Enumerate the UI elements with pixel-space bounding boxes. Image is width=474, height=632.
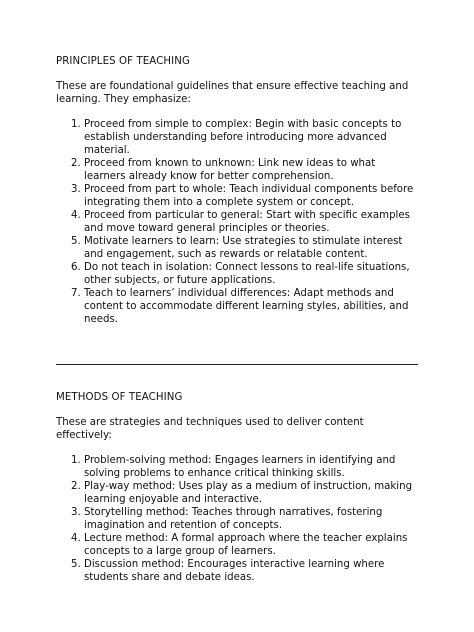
methods-title: METHODS OF TEACHING (56, 392, 183, 403)
method-item: 4. Lecture method: A formal approach where the teacher explains concepts to a large group of learners. (84, 532, 418, 558)
methods-section (56, 391, 418, 584)
method-item: 1. Problem-solving method: Engages learners in identifying and solving problems to enhance critical thinking skills. (84, 454, 418, 480)
principles-section (56, 55, 418, 326)
principle-item: 3. Proceed from part to whole: Teach individual components before integrating them into a complete system or concept. (84, 183, 418, 209)
section-divider (56, 364, 418, 365)
principle-item: 7. Teach to learners’ individual differences: Adapt methods and content to accommodate different learning styles, abilities, and needs. (84, 287, 418, 326)
principles-title: PRINCIPLES OF TEACHING (56, 56, 190, 67)
methods-intro: These are strategies and techniques used to deliver content effectively: (56, 417, 364, 441)
method-item: 5. Discussion method: Encourages interactive learning where students share and debate ideas. (84, 558, 418, 584)
method-item: 2. Play-way method: Uses play as a medium of instruction, making learning enjoyable and interactive. (84, 480, 418, 506)
principle-item: 1. Proceed from simple to complex: Begin with basic concepts to establish understanding before introducing more advanced material. (84, 118, 418, 157)
principle-item: 4. Proceed from particular to general: Start with specific examples and move toward general principles or theories. (84, 209, 418, 235)
methods-list (56, 454, 418, 584)
principle-item: 5. Motivate learners to learn: Use strategies to stimulate interest and engagement, such as rewards or relatable content. (84, 235, 418, 261)
method-item: 3. Storytelling method: Teaches through narratives, fostering imagination and retention of concepts. (84, 506, 418, 532)
principles-intro: These are foundational guidelines that ensure effective teaching and learning. They emphasize: (56, 81, 409, 105)
principle-item: 2. Proceed from known to unknown: Link new ideas to what learners already know for better comprehension. (84, 157, 418, 183)
principle-item: 6. Do not teach in isolation: Connect lessons to real-life situations, other subjects, or future applications. (84, 261, 418, 287)
principles-list (56, 118, 418, 326)
